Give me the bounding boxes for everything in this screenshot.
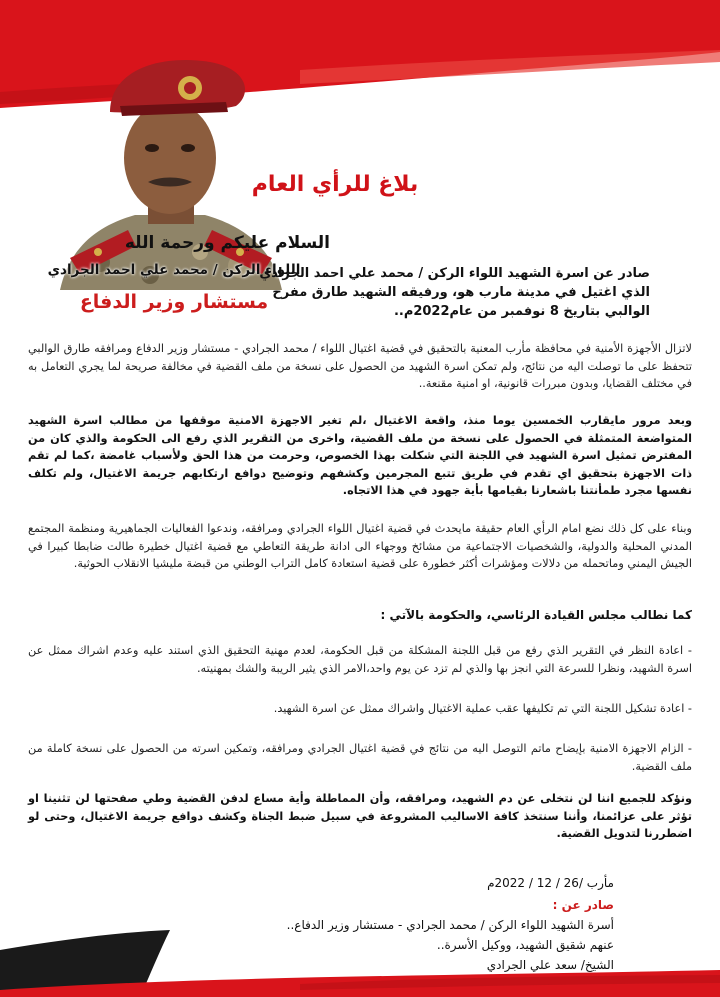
issued-by-label: صادر عن : [552,898,614,912]
issuer-line: الوالبي بتاريخ 8 نوفمبر من عام2022م.. [393,304,650,319]
portrait-title-caption: مستشار وزير الدفاع [79,291,269,313]
signatory-line: عنهم شقيق الشهيد، ووكيل الأسرة.. [436,938,614,952]
issuer-line: الذي اغتيل في مدينة مارب هو، ورفيقه الشهيد طارق مفرح [272,285,650,300]
portrait-name-caption: اللواء الركن / محمد علي احمد الجرادي [47,262,301,278]
paragraph-1: لاتزال الأجهزة الأمنية في محافظة مأرب المعنية بالتحقيق في قضية اغتيال اللواء / محمد الجرادي - مستشار وزير الدفاع ومرافقه طارق الوالبي تتحفظ على ما توصلت اليه من نتائج، ولم تمكن اسرة الشهيد من الحصول على نسخة من ملف القضية في مخالفة صريحة لما يجري التعامل به في مختلف القضايا، وبدون مبررات قانونية، او امنية مقنعة.. [28,342,692,391]
statement-date: مأرب /26 / 12 / 2022م [487,876,614,890]
paragraph-3: وبناء على كل ذلك نضع امام الرأي العام حقيقة مايحدث في قضية اغتيال اللواء الجرادي ومرافقه، وندعوا الفعاليات الجماهيرية ومنظمة المجتمع المدني المحلية والدولية، والشخصيات الاجتماعية من مشائخ ووجهاء الى ادانة طريقة التعاطي مع قضية اغتيال خطيرة طالت ضابطا كبيرا في الجيش اليمني وماتحمله من دلالات ومؤشرات أكثر خطورة على قضية استعادة كامل التراب الوطني من قبضة مليشيا الانقلاب الحوثية. [28,522,692,571]
signatory-line: الشيخ/ سعد علي الجرادي [486,958,614,972]
demand-item-3: - الزام الاجهزة الامنية بإيضاح ماتم التوصل اليه من نتائج في قضية اغتيال الجرادي ومرافقه، وتمكين اسرته من الحصول على نسخة كاملة من ملف القضية. [28,742,692,773]
signatory-line: أسرة الشهيد اللواء الركن / محمد الجرادي - مستشار وزير الدفاع.. [286,918,614,932]
greeting: السلام عليكم ورحمة الله [124,233,330,253]
demands-heading: كما نطالب مجلس القيادة الرئاسي، والحكومة بالآتي : [380,608,692,622]
closing-paragraph: ونؤكد للجميع اننا لن نتخلى عن دم الشهيد، ومرافقه، وأن المماطلة وأية مساع لدفن القضية وطي صفحتها لن تثنينا او تؤثر على عزائمنا، وأننا سنتخذ كافة الاساليب المشروعة في سبيل ضبط الجناة وكشف دوافع جريمة الاغتيال، وحتى لو اضطررنا لتدويل القضية. [28,792,692,841]
issuer-line: صادر عن اسرة الشهيد اللواء الركن / محمد علي احمد الجرادي [259,266,650,281]
paragraph-2: وبعد مرور مايقارب الخمسين يوما منذ، واقعة الاغتيال ،لم تغير الاجهزة الامنية موقفها من مطالب اسرة الشهيد المتواضعة المتمثلة في الحصول على نسخة من ملف القضية، واخرى من التقرير الذي رفع الى الحكومة والذي كان من المفترض تمثيل اسرة الشهيد في اللجنة التي شكلت بهذا الخصوص، وحرمت من هذا الحق ولأسباب غامضة ،كما لم تقم ذات الاجهزة بتحقيق اي تقدم في طريق تتبع المجرمين وكشفهم وتوضيح دوافع ارتكابهم جريمة الاغتيال، ولم تكلف نفسها مجرد طمأنتنا باشعارنا بقيامها بأية جهود في هذا الاتجاه. [28,414,692,498]
demand-item-1: - اعادة النظر في التقرير الذي رفع من قبل اللجنة المشكلة من قبل الحكومة، لعدم مهنية التحقيق الذي استند عليه وعدم اشراك ممثل عن اسرة الشهيد، ونظرا للسرعة التي انجز بها والذي لم تزد عن يوم واحد،الامر الذي يثير الريبة والشك بمهنيته. [28,644,692,675]
issuer-block [250,264,650,321]
demand-item-2: - اعادة تشكيل اللجنة التي تم تكليفها عقب عملية الاغتيال واشراك ممثل عن اسرة الشهيد. [273,702,692,715]
page-title: بلاغ للرأي العام [251,172,419,197]
